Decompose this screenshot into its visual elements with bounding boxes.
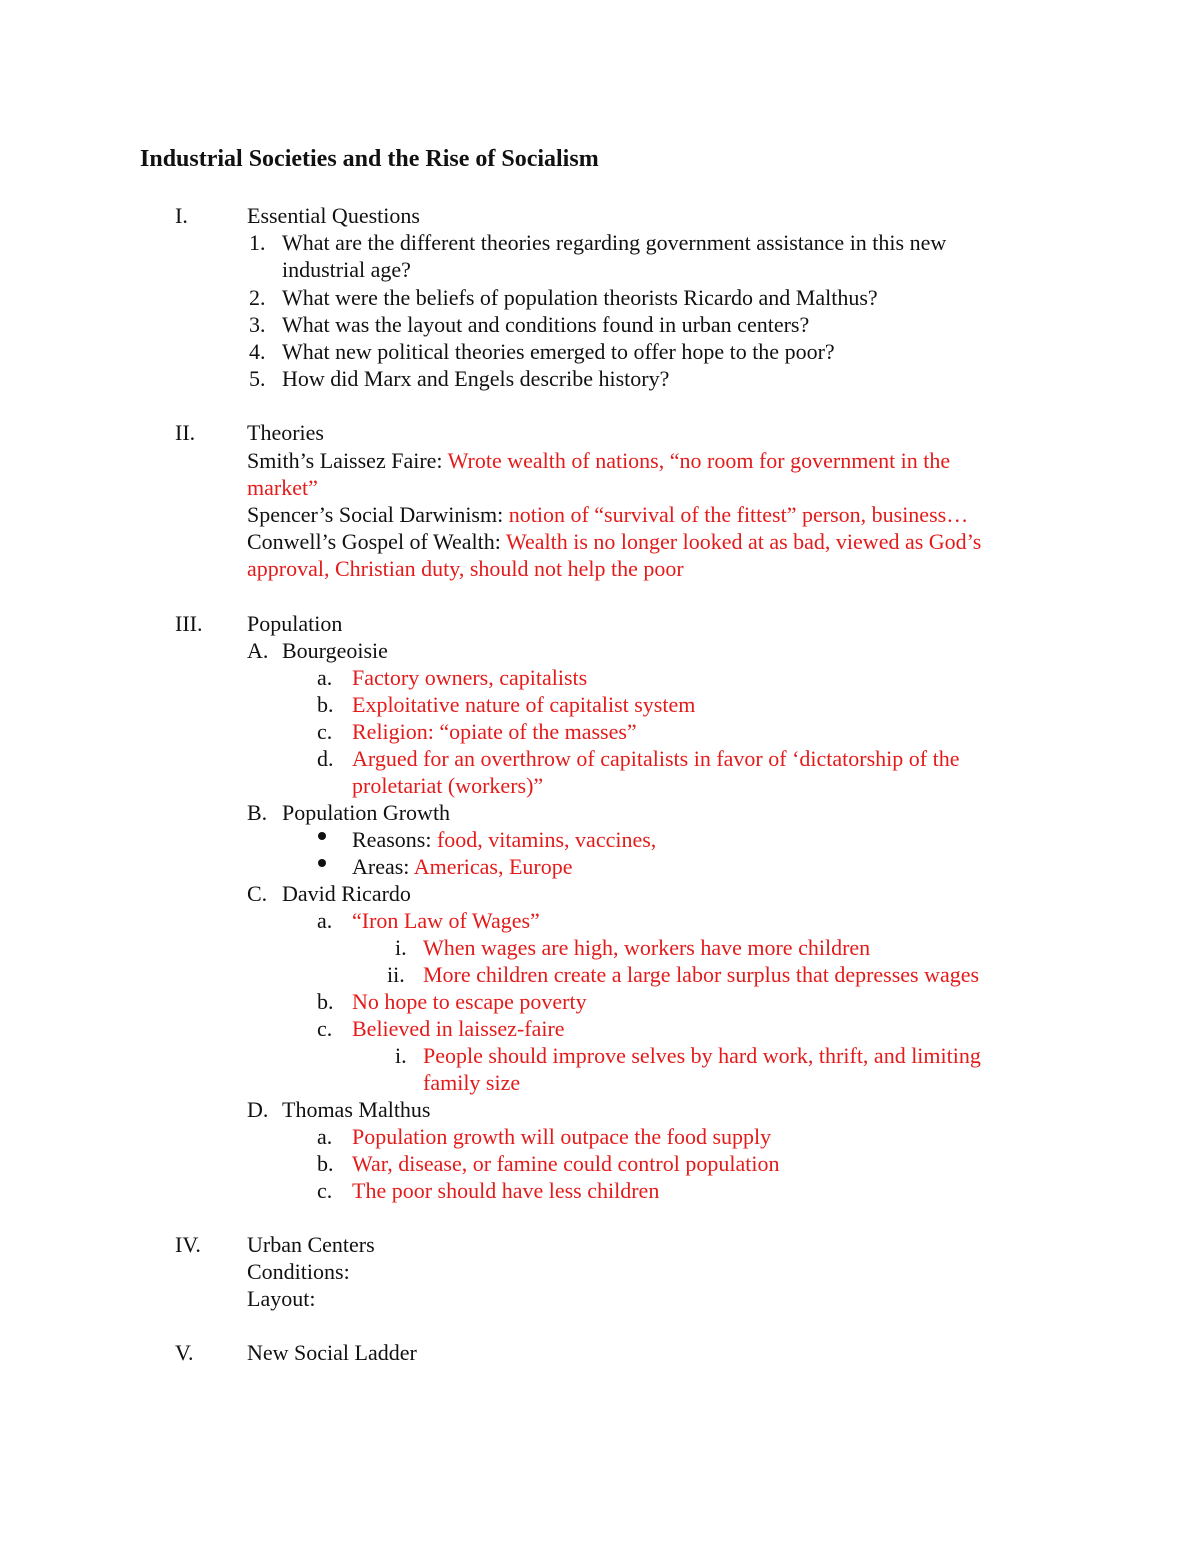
theory-answer: Wrote wealth of nations, “no room for government in the [447, 448, 951, 473]
theory-label: Spencer’s Social Darwinism: [247, 502, 509, 527]
subsection-heading: Bourgeoisie [282, 638, 388, 663]
outline-letter: b. [317, 692, 334, 717]
bullet-label: Reasons: [352, 827, 437, 852]
answer-text: More children create a large labor surplus that depresses wages [423, 962, 980, 987]
question-text: What was the layout and conditions found in urban centers? [282, 312, 810, 337]
outline-letter: c. [317, 1016, 333, 1041]
outline-letter: a. [317, 665, 333, 690]
answer-text: proletariat (workers)” [352, 773, 544, 798]
outline-letter: D. [247, 1097, 269, 1122]
theory-line [247, 501, 968, 528]
outline-letter: B. [247, 800, 268, 825]
answer-text: Religion: “opiate of the masses” [352, 719, 637, 744]
section-heading: Population [247, 611, 343, 636]
answer-text: Factory owners, capitalists [352, 665, 588, 690]
section-numeral: III. [175, 611, 203, 636]
theory-answer: Wealth is no longer looked at as bad, viewed as God’s [505, 529, 982, 554]
outline-letter: d. [317, 746, 334, 771]
answer-text: The poor should have less children [352, 1178, 660, 1203]
bullet-icon [318, 832, 326, 840]
subsection-heading: Population Growth [282, 800, 451, 825]
outline-letter: C. [247, 881, 268, 906]
theory-answer: notion of “survival of the fittest” person, business… [508, 502, 969, 527]
theory-line [247, 528, 981, 555]
outline-letter: b. [317, 989, 334, 1014]
outline-roman: ii. [387, 962, 405, 987]
list-number: 1. [249, 230, 266, 255]
bullet-line [352, 826, 656, 853]
answer-text: “Iron Law of Wages” [352, 908, 540, 933]
question-text: What were the beliefs of population theorists Ricardo and Malthus? [282, 285, 878, 310]
answer-text: War, disease, or famine could control population [352, 1151, 780, 1176]
list-number: 3. [249, 312, 266, 337]
answer-text: family size [423, 1070, 521, 1095]
answer-text: Americas, Europe [413, 854, 573, 879]
list-number: 4. [249, 339, 266, 364]
bullet-label: Areas: [352, 854, 414, 879]
subsection-heading: David Ricardo [282, 881, 411, 906]
field-label: Layout: [247, 1286, 316, 1311]
theory-line [247, 447, 950, 474]
section-numeral: V. [175, 1340, 194, 1365]
theory-answer: approval, Christian duty, should not help the poor [247, 556, 684, 581]
list-number: 5. [249, 366, 266, 391]
section-heading: Theories [247, 420, 324, 445]
section-numeral: IV. [175, 1232, 201, 1257]
answer-text: Argued for an overthrow of capitalists in favor of ‘dictatorship of the [352, 746, 960, 771]
section-heading: Essential Questions [247, 203, 420, 228]
section-numeral: I. [175, 203, 188, 228]
bullet-line [352, 853, 573, 880]
field-label: Conditions: [247, 1259, 350, 1284]
answer-text: No hope to escape poverty [352, 989, 587, 1014]
answer-text: Believed in laissez-faire [352, 1016, 565, 1041]
theory-label: Conwell’s Gospel of Wealth: [247, 529, 506, 554]
answer-text: People should improve selves by hard work, thrift, and limiting [423, 1043, 981, 1068]
outline-letter: c. [317, 1178, 333, 1203]
subsection-heading: Thomas Malthus [282, 1097, 431, 1122]
list-number: 2. [249, 285, 266, 310]
bullet-icon [318, 859, 326, 867]
section-numeral: II. [175, 420, 196, 445]
theory-label: Smith’s Laissez Faire: [247, 448, 448, 473]
question-text: How did Marx and Engels describe history? [282, 366, 670, 391]
outline-letter: c. [317, 719, 333, 744]
document-title: Industrial Societies and the Rise of Socialism [140, 146, 599, 172]
answer-text: Exploitative nature of capitalist system [352, 692, 696, 717]
outline-roman: i. [395, 1043, 407, 1068]
answer-text: Population growth will outpace the food supply [352, 1124, 772, 1149]
section-heading: Urban Centers [247, 1232, 375, 1257]
question-text: What are the different theories regarding government assistance in this new [282, 230, 947, 255]
outline-roman: i. [395, 935, 407, 960]
answer-text: food, vitamins, vaccines, [436, 827, 657, 852]
outline-letter: a. [317, 1124, 333, 1149]
outline-letter: a. [317, 908, 333, 933]
answer-text: When wages are high, workers have more children [423, 935, 871, 960]
section-heading: New Social Ladder [247, 1340, 417, 1365]
question-text: What new political theories emerged to offer hope to the poor? [282, 339, 835, 364]
outline-letter: A. [247, 638, 269, 663]
theory-answer: market” [247, 475, 318, 500]
outline-letter: b. [317, 1151, 334, 1176]
question-text: industrial age? [282, 257, 411, 282]
